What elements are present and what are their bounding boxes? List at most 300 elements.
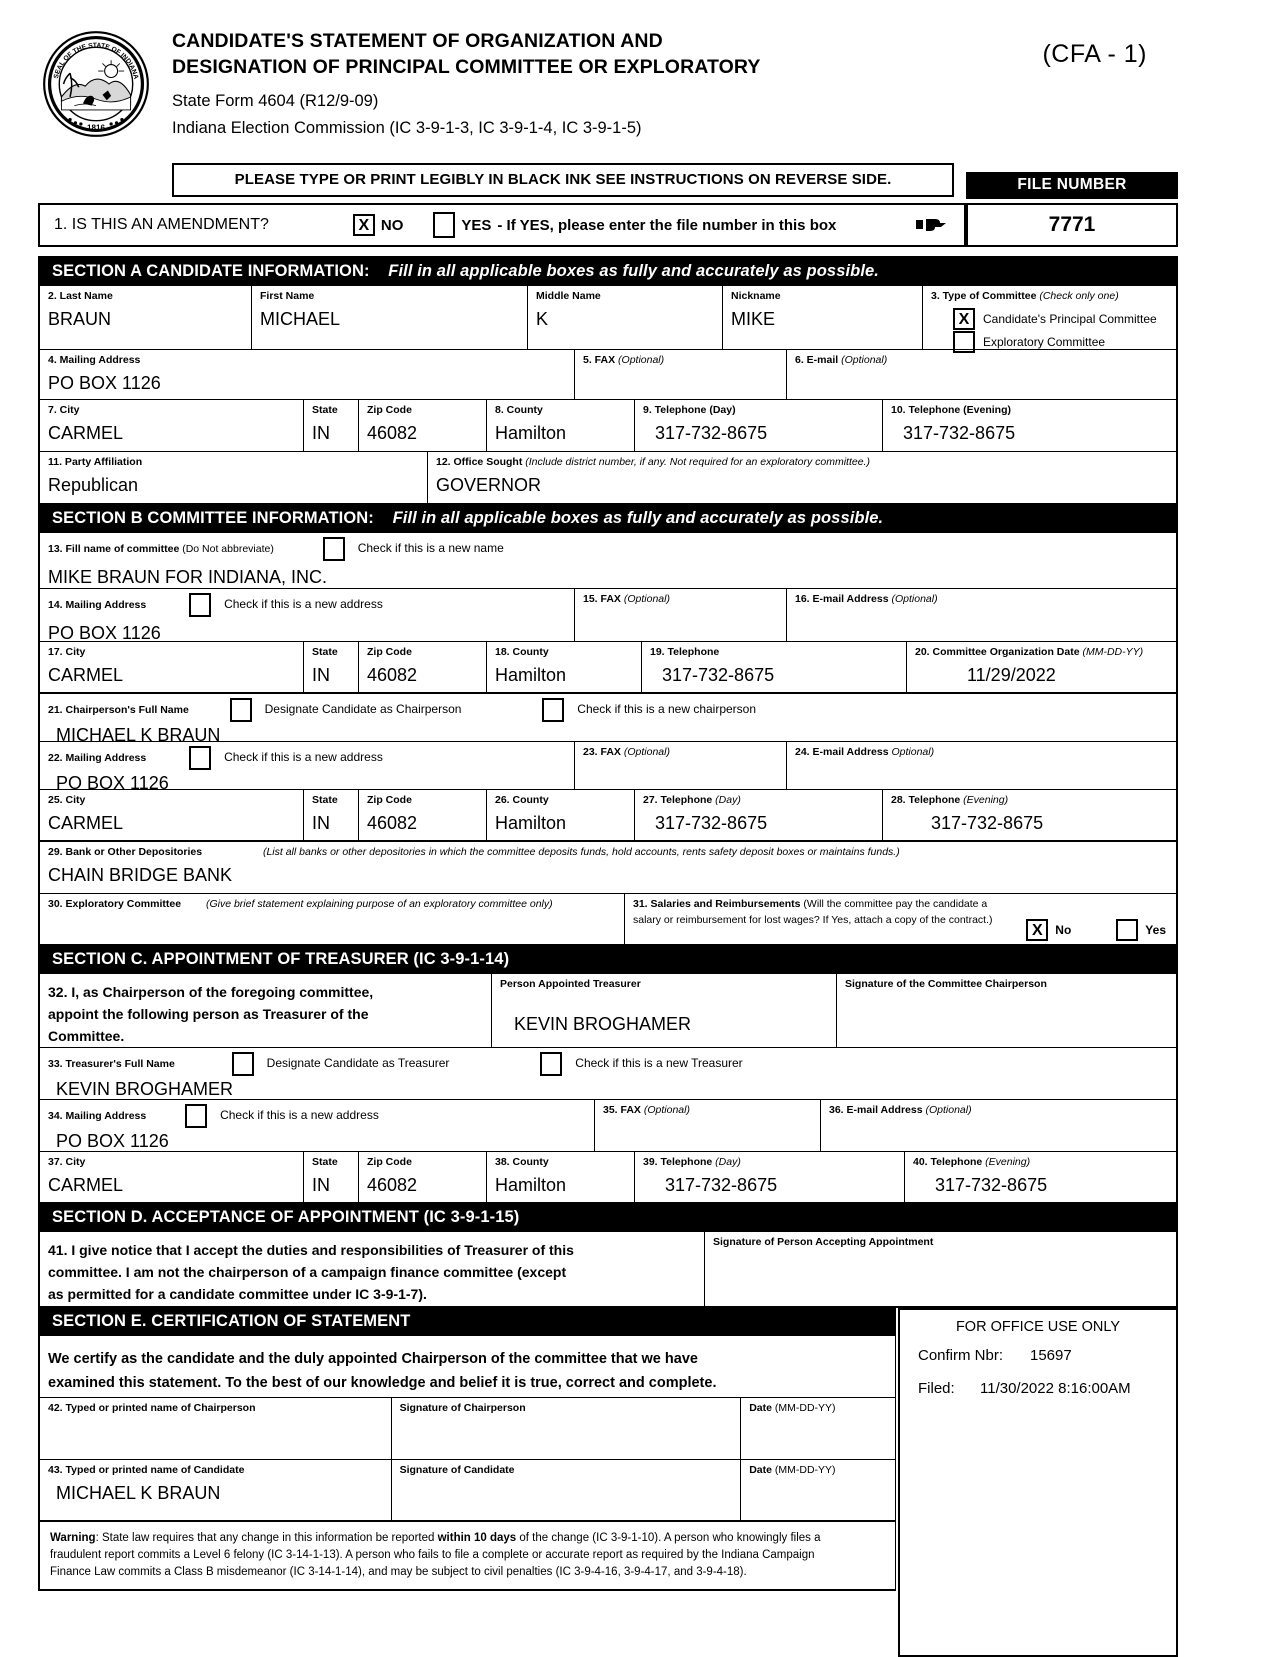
filed-row [900, 1364, 1176, 1397]
bank-row [38, 842, 1178, 894]
form-title-line2: DESIGNATION OF PRINCIPAL COMMITTEE OR EXPLORATORY [172, 56, 761, 78]
designate-candidate-chair-label: Designate Candidate as Chairperson [264, 701, 462, 716]
exploratory-statement-label [48, 898, 624, 911]
candidate-date-label [749, 1464, 895, 1477]
file-number-value: 7771 [966, 203, 1178, 247]
committee-county-cell[interactable] [487, 642, 642, 692]
telephone-day-cell[interactable] [635, 400, 883, 451]
party-affiliation-cell[interactable] [40, 452, 428, 503]
section-c-bar: SECTION C. APPOINTMENT OF TREASURER (IC 3-9-1-14) [38, 944, 1178, 974]
committee-org-date-label-italic: (MM-DD-YY) [1082, 646, 1144, 658]
chairperson-sig-label: Signature of Chairperson [399, 1402, 526, 1414]
indiana-state-seal-icon [42, 30, 150, 138]
designate-candidate-chair-checkbox[interactable] [230, 698, 252, 722]
chairperson-fax-cell[interactable] [575, 742, 787, 789]
agency-line: Indiana Election Commission (IC 3-9-1-3, IC 3-9-1-4, IC 3-9-1-5) [172, 119, 642, 137]
candidate-printed-name-value: MICHAEL K BRAUN [56, 1483, 221, 1503]
section-e-wrapper [38, 1308, 1178, 1591]
warning-l1b: within 10 days [437, 1532, 517, 1544]
amendment-no-label: NO [380, 216, 404, 234]
chairperson-city-label: 25. City [48, 794, 86, 806]
committee-county-value: Hamilton [495, 665, 567, 685]
committee-county-label: 18. County [495, 646, 549, 658]
chairperson-mailing-value: PO BOX 1126 [56, 773, 169, 793]
file-number-header: FILE NUMBER [966, 172, 1178, 199]
candidate-date-label-text: Date [749, 1464, 772, 1476]
chairperson-name-cell[interactable] [40, 694, 1176, 745]
city-label: 7. City [48, 404, 80, 416]
email-label [795, 354, 1176, 367]
committee-name-label [48, 537, 1176, 561]
treasurer-tel-eve-label-text: 40. Telephone [913, 1156, 983, 1168]
chairperson-date-label-text: Date [749, 1402, 772, 1414]
chairperson-telephone-day-label [643, 794, 882, 807]
treasurer-county-value: Hamilton [495, 1175, 567, 1195]
chairperson-email-label-text: 24. E-mail Address [795, 746, 889, 758]
mailing-address-label: 4. Mailing Address [48, 354, 141, 366]
candidate-date-label-note: (MM-DD-YY) [774, 1464, 836, 1476]
committee-email-cell[interactable] [787, 589, 1176, 641]
treasurer-address-row [38, 1100, 1178, 1152]
treasurer-city-cell[interactable] [40, 1152, 304, 1202]
city-cell[interactable] [40, 400, 304, 451]
salaries-answer-group [1026, 919, 1166, 941]
principal-committee-checkbox[interactable]: X [953, 308, 975, 330]
treasurer-telephone-day-value: 317-732-8675 [665, 1175, 778, 1195]
telephone-evening-value: 317-732-8675 [903, 423, 1016, 443]
chairperson-telephone-day-value: 317-732-8675 [655, 813, 768, 833]
chairperson-county-label: 26. County [495, 794, 549, 806]
chairperson-tel-day-label-text: 27. Telephone [643, 794, 713, 806]
first-name-value: MICHAEL [260, 309, 341, 329]
chairperson-email-label [795, 746, 1176, 759]
chairperson-telephone-day-cell[interactable] [635, 790, 883, 840]
last-name-label: 2. Last Name [48, 290, 113, 302]
nickname-cell[interactable] [723, 286, 923, 349]
committee-email-label-italic: (Optional) [891, 593, 938, 605]
appointment-statement-cell [40, 974, 492, 1047]
acceptance-signature-cell[interactable] [705, 1232, 1176, 1306]
section-e-bar: SECTION E. CERTIFICATION OF STATEMENT [38, 1308, 896, 1336]
fax-cell[interactable] [575, 350, 787, 399]
party-office-row [38, 452, 1178, 503]
amendment-yes-hint: - If YES, please enter the file number in this box [497, 216, 837, 234]
salaries-line1: (Will the committee pay the candidate a [803, 898, 988, 910]
treasurer-state-value: IN [312, 1175, 330, 1195]
treasurer-tel-day-label-italic: (Day) [715, 1156, 741, 1168]
committee-state-label: State [312, 646, 338, 658]
treasurer-state-cell[interactable] [304, 1152, 359, 1202]
new-committee-name-checkbox[interactable] [323, 537, 345, 561]
treasurer-name-label [48, 1052, 1176, 1076]
email-cell[interactable] [787, 350, 1176, 399]
committee-name-value: MIKE BRAUN FOR INDIANA, INC. [48, 567, 328, 587]
fax-label-text: 5. FAX [583, 354, 616, 366]
treasurer-new-address-checkbox[interactable] [185, 1104, 207, 1128]
treasurer-mailing-cell[interactable] [40, 1100, 595, 1151]
salaries-no-label: No [1055, 923, 1072, 937]
designate-candidate-treasurer-checkbox[interactable] [232, 1052, 254, 1076]
form-header [0, 0, 1265, 197]
county-cell[interactable] [487, 400, 635, 451]
confirm-number-row [900, 1335, 1176, 1364]
svg-text:1816: 1816 [86, 123, 106, 133]
chairperson-sig-cell[interactable] [392, 1398, 742, 1459]
warning-line3: Finance Law commits a Class B misdemeanor (IC 3-14-1-14), and may be subject to civil penalties (IC 3-9-4-16, 3-9-4-17, and 3-9-4-18). [50, 1566, 747, 1578]
chairperson-telephone-evening-value: 317-732-8675 [931, 813, 1044, 833]
city-value: CARMEL [48, 423, 124, 443]
first-name-cell[interactable] [252, 286, 528, 349]
candidate-sig-label: Signature of Candidate [399, 1464, 515, 1476]
section-a-bar [38, 256, 1178, 286]
treasurer-mailing-value: PO BOX 1126 [56, 1131, 169, 1151]
section-e-left [38, 1308, 896, 1591]
office-sought-cell[interactable] [428, 452, 1176, 503]
treasurer-city-row [38, 1152, 1178, 1202]
mailing-address-cell[interactable] [40, 350, 575, 399]
candidate-address-row [38, 350, 1178, 400]
filed-value: 11/30/2022 8:16:00AM [980, 1380, 1131, 1397]
type-of-committee-label [931, 290, 1176, 303]
committee-name-cell[interactable] [40, 533, 1176, 588]
committee-org-date-value: 11/29/2022 [967, 665, 1056, 685]
chairperson-date-cell[interactable] [741, 1398, 895, 1459]
chairperson-email-cell[interactable] [787, 742, 1176, 789]
middle-name-label: Middle Name [536, 290, 601, 302]
office-use-title: FOR OFFICE USE ONLY [955, 1319, 1121, 1335]
exploratory-statement-label-italic: (Give brief statement explaining purpose of an exploratory committee only) [205, 898, 553, 910]
new-treasurer-checkbox[interactable] [540, 1052, 562, 1076]
committee-mailing-label [48, 593, 574, 617]
salaries-label [633, 898, 1176, 911]
section-d-bar: SECTION D. ACCEPTANCE OF APPOINTMENT (IC 3-9-1-15) [38, 1202, 1178, 1232]
chairperson-name-label-text: 21. Chairperson's Full Name [48, 703, 189, 716]
appointment-line1: 32. I, as Chairperson of the foregoing committee, [48, 984, 374, 1000]
telephone-evening-cell[interactable] [883, 400, 1176, 451]
state-cell[interactable] [304, 400, 359, 451]
warning-line1 [50, 1530, 885, 1547]
form-body [38, 256, 1178, 1591]
principal-committee-label: Candidate's Principal Committee [983, 312, 1157, 326]
section-b-bar [38, 503, 1178, 533]
treasurer-city-value: CARMEL [48, 1175, 124, 1195]
treasurer-county-label: 38. County [495, 1156, 549, 1168]
committee-zip-value: 46082 [367, 665, 418, 685]
county-label: 8. County [495, 404, 543, 416]
committee-org-date-cell[interactable] [907, 642, 1176, 692]
treasurer-zip-cell[interactable] [359, 1152, 487, 1202]
amendment-yes-checkbox[interactable] [433, 212, 455, 238]
state-label: State [312, 404, 338, 416]
salaries-yes-label: Yes [1145, 923, 1166, 937]
section-a-title: SECTION A CANDIDATE INFORMATION: [52, 262, 370, 280]
form-title-line1: CANDIDATE'S STATEMENT OF ORGANIZATION AND [172, 30, 663, 52]
treasurer-zip-value: 46082 [367, 1175, 418, 1195]
warning-line2: fraudulent report commits a Level 6 felony (IC 3-14-1-13). A person who fails to file a complete or accurate report as required by the Indiana Campaign [50, 1549, 815, 1561]
bank-value: CHAIN BRIDGE BANK [48, 865, 233, 885]
middle-name-cell[interactable] [528, 286, 723, 349]
committee-mailing-value: PO BOX 1126 [48, 623, 161, 643]
candidate-certification-row [38, 1460, 896, 1522]
candidate-printed-name-cell[interactable] [40, 1460, 392, 1520]
last-name-value: BRAUN [48, 309, 112, 329]
chairperson-signature-label: Signature of the Committee Chairperson [845, 978, 1047, 990]
treasurer-zip-label: Zip Code [367, 1156, 412, 1168]
chairperson-county-cell[interactable] [487, 790, 635, 840]
salaries-no-checkbox[interactable]: X [1026, 919, 1048, 941]
last-name-cell[interactable] [40, 286, 252, 349]
telephone-day-value: 317-732-8675 [655, 423, 768, 443]
chairperson-signature-cell[interactable] [837, 974, 1176, 1047]
committee-address-row [38, 589, 1178, 642]
chairperson-telephone-evening-label [891, 794, 1176, 807]
office-use-panel [898, 1308, 1178, 1657]
person-appointed-treasurer-label: Person Appointed Treasurer [500, 978, 641, 990]
acceptance-signature-label: Signature of Person Accepting Appointment [713, 1236, 934, 1248]
committee-zip-cell[interactable] [359, 642, 487, 692]
chairperson-name-label [48, 698, 1176, 722]
committee-org-date-label [915, 646, 1176, 659]
telephone-day-label: 9. Telephone (Day) [643, 404, 736, 416]
chairperson-city-cell[interactable] [40, 790, 304, 840]
chairperson-zip-cell[interactable] [359, 790, 487, 840]
treasurer-fax-label-italic: (Optional) [643, 1104, 690, 1116]
chairperson-state-cell[interactable] [304, 790, 359, 840]
committee-org-date-label-text: 20. Committee Organization Date [915, 646, 1080, 658]
salaries-line2: salary or reimbursement for lost wages? If Yes, attach a copy of the contract.) [633, 914, 993, 926]
new-chairperson-label: Check if this is a new chairperson [577, 701, 757, 716]
chairperson-county-value: Hamilton [495, 813, 567, 833]
pointing-hand-icon [916, 215, 950, 235]
acceptance-statement-cell [40, 1232, 705, 1306]
treasurer-tel-eve-label-italic: (Evening) [985, 1156, 1031, 1168]
committee-city-cell[interactable] [40, 642, 304, 692]
committee-city-row [38, 642, 1178, 694]
new-treasurer-label: Check if this is a new Treasurer [575, 1055, 743, 1070]
bank-label-italic: (List all banks or other depositories in which the committee deposits funds, hold accounts, rents safety deposit boxes or maintains funds.) [262, 846, 900, 858]
first-name-label: First Name [260, 290, 315, 302]
treasurer-telephone-evening-value: 317-732-8675 [935, 1175, 1048, 1195]
chairperson-date-label [749, 1402, 895, 1415]
new-chairperson-checkbox[interactable] [542, 698, 564, 722]
email-label-italic: (Optional) [841, 354, 888, 366]
section-b-title: SECTION B COMMITTEE INFORMATION: [52, 509, 374, 527]
fax-label-italic: (Optional) [618, 354, 665, 366]
committee-state-value: IN [312, 665, 330, 685]
chairperson-fax-label-italic: (Optional) [623, 746, 670, 758]
instruction-bar: PLEASE TYPE OR PRINT LEGIBLY IN BLACK INK SEE INSTRUCTIONS ON REVERSE SIDE. [172, 163, 954, 197]
treasurer-fax-label-text: 35. FAX [603, 1104, 641, 1116]
zip-cell[interactable] [359, 400, 487, 451]
committee-telephone-cell[interactable] [642, 642, 907, 692]
nickname-label: Nickname [731, 290, 781, 302]
treasurer-name-row [38, 1048, 1178, 1100]
appointment-line2: appoint the following person as Treasurer of the [48, 1006, 369, 1022]
chairperson-tel-eve-label-italic: (Evening) [963, 794, 1009, 806]
treasurer-email-label-italic: (Optional) [925, 1104, 972, 1116]
chairperson-new-address-label: Check if this is a new address [224, 749, 383, 764]
committee-new-address-label: Check if this is a new address [224, 596, 383, 611]
state-value: IN [312, 423, 330, 443]
zip-value: 46082 [367, 423, 418, 443]
treasurer-fax-cell[interactable] [595, 1100, 821, 1151]
salaries-label-text: 31. Salaries and Reimbursements [633, 898, 801, 910]
treasurer-state-label: State [312, 1156, 338, 1168]
acceptance-line3: as permitted for a candidate committee under IC 3-9-1-7). [48, 1286, 427, 1302]
party-affiliation-value: Republican [48, 475, 139, 495]
type-option-principal[interactable] [953, 308, 1176, 330]
committee-fax-label [583, 593, 786, 606]
treasurer-mailing-label [48, 1104, 594, 1128]
warning-l1a: : State law requires that any change in this information be reported [95, 1532, 438, 1544]
treasurer-county-cell[interactable] [487, 1152, 635, 1202]
office-sought-label-text: 12. Office Sought [436, 456, 523, 468]
certification-line2: examined this statement. To the best of our knowledge and belief it is true, correct and complete. [48, 1375, 717, 1391]
state-form-number: State Form 4604 (R12/9-09) [172, 92, 379, 110]
warning-l1c: of the change (IC 3-9-1-10). A person who knowingly files a [516, 1532, 821, 1544]
chairperson-date-label-note: (MM-DD-YY) [774, 1402, 836, 1414]
treasurer-mailing-label-text: 34. Mailing Address [48, 1109, 147, 1122]
chairperson-state-label: State [312, 794, 338, 806]
committee-city-label: 17. City [48, 646, 86, 658]
new-committee-name-label: Check if this is a new name [357, 540, 504, 555]
appointment-line3: Committee. [48, 1028, 125, 1044]
amendment-no-checkbox[interactable]: X [353, 214, 375, 236]
person-appointed-treasurer-cell[interactable] [492, 974, 837, 1047]
bank-label [48, 846, 1176, 859]
amendment-question: 1. IS THIS AN AMENDMENT? [54, 216, 269, 233]
treasurer-telephone-evening-label [913, 1156, 1176, 1169]
bank-label-text: 29. Bank or Other Depositories [48, 846, 203, 858]
candidate-city-row [38, 400, 1178, 452]
chairperson-tel-eve-label-text: 28. Telephone [891, 794, 961, 806]
treasurer-name-label-text: 33. Treasurer's Full Name [48, 1057, 175, 1070]
candidate-printed-name-label: 43. Typed or printed name of Candidate [48, 1464, 245, 1476]
designate-candidate-treasurer-label: Designate Candidate as Treasurer [266, 1055, 450, 1070]
chairperson-printed-name-cell[interactable] [40, 1398, 392, 1459]
fax-label [583, 354, 786, 367]
treasurer-telephone-day-label [643, 1156, 904, 1169]
chairperson-mailing-label [48, 746, 574, 770]
exploratory-statement-label-text: 30. Exploratory Committee [48, 898, 182, 910]
section-b-subtitle: Fill in all applicable boxes as fully and accurately as possible. [392, 509, 884, 527]
treasurer-city-label: 37. City [48, 1156, 86, 1168]
committee-name-row [38, 533, 1178, 589]
chairperson-mailing-label-text: 22. Mailing Address [48, 751, 147, 764]
committee-fax-cell[interactable] [575, 589, 787, 641]
chairperson-zip-value: 46082 [367, 813, 418, 833]
acceptance-line1: 41. I give notice that I accept the duties and responsibilities of Treasurer of this [48, 1242, 574, 1258]
chairperson-address-row [38, 742, 1178, 793]
amendment-question-row [38, 203, 966, 247]
chairperson-city-value: CARMEL [48, 813, 124, 833]
mailing-address-value: PO BOX 1126 [48, 373, 161, 393]
chairperson-telephone-evening-cell[interactable] [883, 790, 1176, 840]
treasurer-email-label [829, 1104, 1176, 1117]
confirm-number-value: 15697 [1030, 1347, 1072, 1364]
warning-block [38, 1522, 896, 1591]
chairperson-printed-name-label: 42. Typed or printed name of Chairperson [48, 1402, 256, 1414]
committee-email-label-text: 16. E-mail Address [795, 593, 889, 605]
confirm-number-label: Confirm Nbr: [918, 1347, 1004, 1364]
chairperson-name-value: MICHAEL K BRAUN [56, 725, 221, 745]
candidate-names-row [38, 286, 1178, 350]
warning-label: Warning [50, 1532, 96, 1544]
certification-statement [38, 1336, 896, 1398]
county-value: Hamilton [495, 423, 567, 443]
chairperson-tel-day-label-italic: (Day) [715, 794, 741, 806]
committee-name-label-text: 13. Fill name of committee [48, 542, 180, 555]
chairperson-certification-row [38, 1398, 896, 1460]
committee-mailing-cell[interactable] [40, 589, 575, 641]
treasurer-appointment-row [38, 974, 1178, 1048]
treasurer-name-cell[interactable] [40, 1048, 1176, 1099]
type-label-italic: (Check only one) [1039, 290, 1119, 302]
bank-cell[interactable] [40, 842, 1176, 893]
treasurer-fax-label [603, 1104, 820, 1117]
committee-new-address-checkbox[interactable] [189, 593, 211, 617]
salaries-yes-checkbox[interactable] [1116, 919, 1138, 941]
committee-name-label-note: (Do Not abbreviate) [182, 542, 274, 555]
chairperson-state-value: IN [312, 813, 330, 833]
type-label-text: 3. Type of Committee [931, 290, 1037, 302]
chairperson-mailing-cell[interactable] [40, 742, 575, 793]
acceptance-row [38, 1232, 1178, 1308]
committee-fax-label-text: 15. FAX [583, 593, 621, 605]
exploratory-salaries-row [38, 894, 1178, 944]
treasurer-email-cell[interactable] [821, 1100, 1176, 1151]
office-sought-label [436, 456, 1176, 469]
committee-telephone-value: 317-732-8675 [662, 665, 775, 685]
committee-zip-label: Zip Code [367, 646, 412, 658]
chairperson-city-row [38, 790, 1178, 842]
acceptance-line2: committee. I am not the chairperson of a campaign finance committee (except [48, 1264, 567, 1280]
type-of-committee-cell [923, 286, 1176, 349]
treasurer-name-value: KEVIN BROGHAMER [56, 1079, 234, 1099]
treasurer-telephone-evening-cell[interactable] [905, 1152, 1176, 1202]
treasurer-tel-day-label-text: 39. Telephone [643, 1156, 713, 1168]
telephone-evening-label: 10. Telephone (Evening) [891, 404, 1011, 416]
salaries-cell [625, 894, 1176, 944]
treasurer-email-label-text: 36. E-mail Address [829, 1104, 923, 1116]
filed-label: Filed: [918, 1380, 955, 1397]
treasurer-telephone-day-cell[interactable] [635, 1152, 905, 1202]
committee-mailing-label-text: 14. Mailing Address [48, 598, 147, 611]
exploratory-statement-cell[interactable] [40, 894, 625, 944]
person-appointed-treasurer-value: KEVIN BROGHAMER [514, 1014, 692, 1034]
chairperson-fax-label-text: 23. FAX [583, 746, 621, 758]
chairperson-email-label-italic: Optional) [891, 746, 935, 758]
committee-email-label [795, 593, 1176, 606]
chairperson-fax-label [583, 746, 786, 759]
form-code: (CFA - 1) [1042, 40, 1147, 68]
email-label-text: 6. E-mail [795, 354, 839, 366]
candidate-date-cell[interactable] [741, 1460, 895, 1520]
svg-text:SEAL OF THE STATE OF INDIANA: SEAL OF THE STATE OF INDIANA [52, 42, 140, 80]
certification-line1: We certify as the candidate and the duly appointed Chairperson of the committee that we have [48, 1351, 698, 1367]
chairperson-zip-label: Zip Code [367, 794, 412, 806]
section-a-subtitle: Fill in all applicable boxes as fully and accurately as possible. [388, 262, 879, 280]
party-affiliation-label: 11. Party Affiliation [48, 456, 143, 468]
zip-label: Zip Code [367, 404, 412, 416]
committee-fax-label-italic: (Optional) [623, 593, 670, 605]
candidate-sig-cell[interactable] [392, 1460, 742, 1520]
committee-state-cell[interactable] [304, 642, 359, 692]
office-sought-value: GOVERNOR [436, 475, 542, 495]
middle-name-value: K [536, 309, 549, 329]
committee-city-value: CARMEL [48, 665, 124, 685]
chairperson-new-address-checkbox[interactable] [189, 746, 211, 770]
